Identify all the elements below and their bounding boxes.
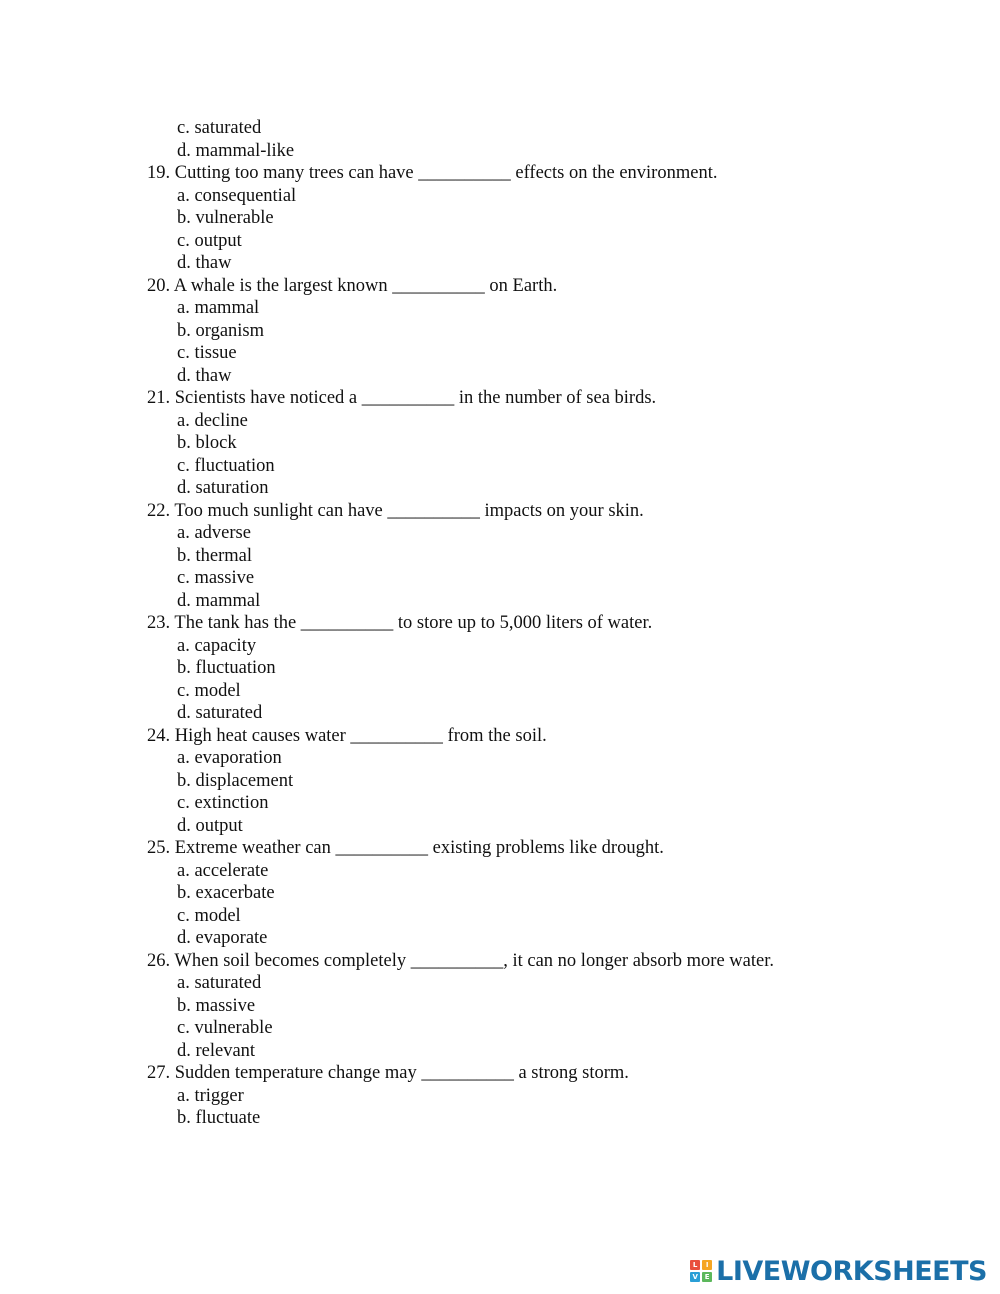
option-item: b. vulnerable bbox=[177, 208, 274, 228]
option-item: c. saturated bbox=[177, 118, 262, 138]
logo-mark-cell: V bbox=[690, 1272, 700, 1282]
logo-mark-cell: I bbox=[702, 1260, 712, 1270]
logo-mark-cell: E bbox=[702, 1272, 712, 1282]
option-item: b. fluctuate bbox=[177, 1108, 261, 1128]
question-20-prompt: 20. A whale is the largest known __________ on Earth. bbox=[147, 275, 558, 296]
logo-text: LIVEWORKSHEETS bbox=[716, 1255, 987, 1287]
option-item: a. trigger bbox=[177, 1085, 244, 1106]
option-item: c. model bbox=[177, 680, 241, 701]
option-item: b. massive bbox=[177, 995, 256, 1016]
option-item: a. accelerate bbox=[177, 860, 269, 881]
liveworksheets-logo bbox=[690, 1254, 987, 1288]
option-item: a. mammal bbox=[177, 298, 260, 318]
option-item: d. evaporate bbox=[177, 928, 268, 948]
question-19-prompt: 19. Cutting too many trees can have __________ effects on the environment. bbox=[147, 163, 718, 183]
option-item: b. block bbox=[177, 433, 237, 453]
option-item: d. output bbox=[177, 815, 243, 836]
question-24-prompt: 24. High heat causes water __________ from the soil. bbox=[147, 725, 547, 746]
option-item: b. thermal bbox=[177, 545, 253, 566]
option-item: c. vulnerable bbox=[177, 1018, 273, 1038]
option-item: a. capacity bbox=[177, 635, 257, 656]
option-item: a. adverse bbox=[177, 523, 251, 543]
option-item: d. saturated bbox=[177, 703, 263, 723]
option-item: d. mammal bbox=[177, 590, 261, 611]
option-item: b. exacerbate bbox=[177, 883, 275, 903]
option-item: a. decline bbox=[177, 410, 248, 431]
option-item: d. thaw bbox=[177, 253, 232, 273]
option-item: c. output bbox=[177, 230, 242, 251]
question-26-prompt: 26. When soil becomes completely __________, it can no longer absorb more water. bbox=[147, 950, 774, 971]
option-item: d. saturation bbox=[177, 478, 269, 498]
question-23-prompt: 23. The tank has the __________ to store up to 5,000 liters of water. bbox=[147, 613, 653, 633]
logo-mark-cell: L bbox=[690, 1260, 700, 1270]
option-item: b. displacement bbox=[177, 770, 294, 791]
option-item: d. mammal-like bbox=[177, 140, 295, 161]
question-25-prompt: 25. Extreme weather can __________ existing problems like drought. bbox=[147, 838, 664, 858]
option-item: b. fluctuation bbox=[177, 658, 276, 678]
option-item: c. tissue bbox=[177, 343, 237, 363]
logo-mark-icon bbox=[690, 1260, 712, 1282]
option-item: a. evaporation bbox=[177, 748, 282, 768]
option-item: d. thaw bbox=[177, 365, 232, 386]
option-item: b. organism bbox=[177, 320, 265, 341]
option-item: c. extinction bbox=[177, 793, 269, 813]
option-item: c. fluctuation bbox=[177, 455, 275, 476]
option-item: a. consequential bbox=[177, 185, 297, 206]
option-item: a. saturated bbox=[177, 973, 262, 993]
question-22-prompt: 22. Too much sunlight can have __________ impacts on your skin. bbox=[147, 500, 644, 521]
question-21-prompt: 21. Scientists have noticed a __________ in the number of sea birds. bbox=[147, 388, 657, 408]
question-27-prompt: 27. Sudden temperature change may __________ a strong storm. bbox=[147, 1063, 629, 1083]
worksheet-page bbox=[0, 117, 1000, 1130]
option-item: c. model bbox=[177, 905, 241, 926]
option-item: d. relevant bbox=[177, 1040, 256, 1061]
option-item: c. massive bbox=[177, 568, 255, 588]
